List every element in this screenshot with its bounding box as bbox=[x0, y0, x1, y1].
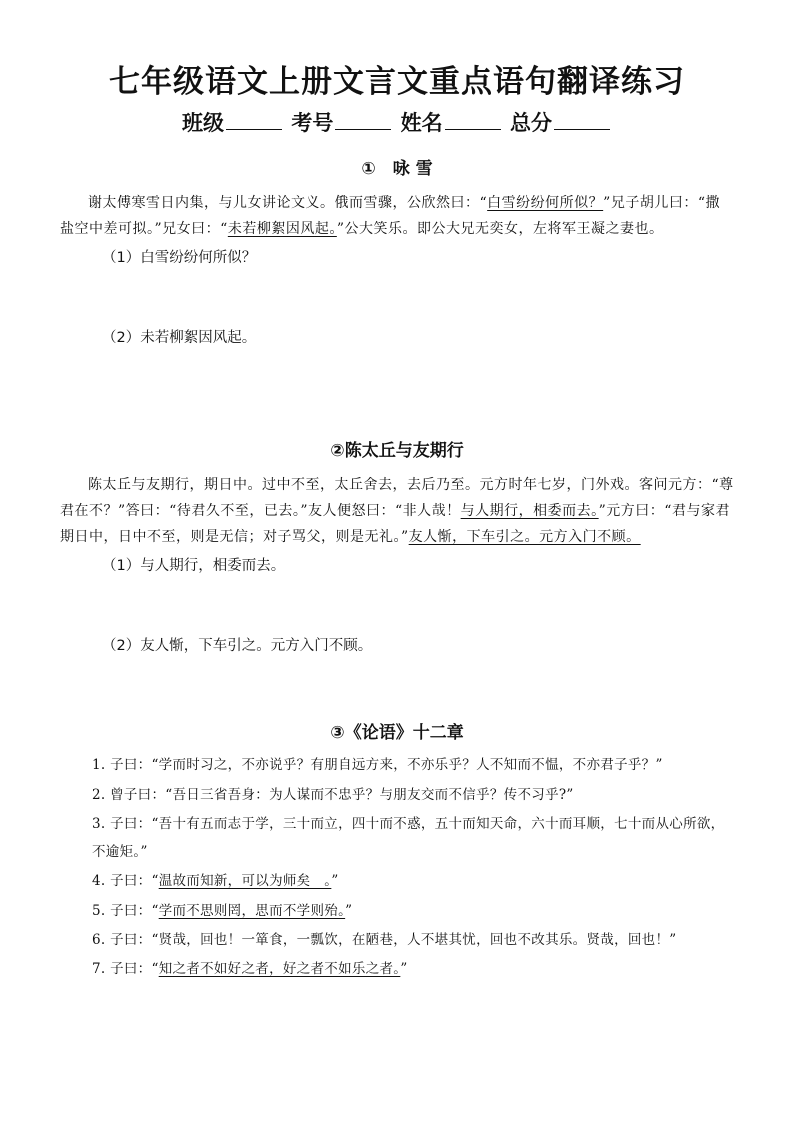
analects-item-7 bbox=[60, 954, 734, 984]
analects-item-2 bbox=[60, 780, 734, 810]
item-text: “贤哉，回也！一箪食，一瓢饮，在陋巷，人不堪其忧，回也不改其乐。贤哉，回也！” bbox=[151, 932, 677, 948]
item-prefix: 7. 子曰： bbox=[92, 961, 152, 977]
section-1-passage bbox=[60, 190, 734, 242]
section-2-question-2: （2）友人惭，下车引之。元方入门不顾。 bbox=[102, 638, 373, 654]
passage-text: ”元方曰：“君与家君期日中，日中不至，则是无信；对子骂父，则是无礼。” bbox=[60, 503, 730, 545]
underlined-sentence: 学而不思则罔，思而不学则殆。 bbox=[158, 903, 346, 919]
analects-item-6 bbox=[60, 926, 734, 954]
quote-mark: “ bbox=[151, 961, 159, 977]
item-prefix: 1. 子曰： bbox=[92, 757, 152, 773]
passage-text: 谢太傅寒雪日内集，与儿女讲论文义。俄而雪骤，公欣然曰：“ bbox=[88, 195, 488, 211]
section-3-heading: ③《论语》十二章 bbox=[330, 723, 464, 743]
item-text: “吾十有五而志于学，三十而立，四十而不惑，五十而知天命，六十而耳顺，七十而从心所欲，不逾矩。” bbox=[92, 816, 725, 860]
section-1-heading: ① 咏 雪 bbox=[361, 159, 433, 179]
underlined-sentence: 与人期行，相委而去。 bbox=[460, 503, 599, 519]
analects-item-1 bbox=[60, 750, 734, 780]
name-label: 姓名 bbox=[400, 111, 443, 135]
score-blank[interactable] bbox=[554, 109, 610, 130]
item-prefix: 4. 子曰： bbox=[92, 873, 152, 889]
analects-item-3 bbox=[60, 810, 734, 866]
quote-mark: ” bbox=[345, 903, 353, 919]
quote-mark: “ bbox=[151, 873, 159, 889]
answer-space[interactable] bbox=[60, 270, 734, 326]
underlined-sentence: 温故而知新，可以为师矣 。 bbox=[158, 873, 332, 889]
quote-mark: ” bbox=[400, 961, 408, 977]
page-title: 七年级语文上册文言文重点语句翻译练习 bbox=[109, 64, 685, 100]
section-1-question-2: （2）未若柳絮因风起。 bbox=[102, 330, 257, 346]
exam-no-blank[interactable] bbox=[335, 109, 391, 130]
item-text: “吾日三省吾身：为人谋而不忠乎？与朋友交而不信乎？传不习乎?” bbox=[165, 787, 574, 803]
item-prefix: 5. 子曰： bbox=[92, 903, 152, 919]
item-text: “学而时习之，不亦说乎？有朋自远方来，不亦乐乎？人不知而不愠，不亦君子乎？” bbox=[151, 757, 663, 773]
section-2-heading: ②陈太丘与友期行 bbox=[330, 441, 464, 461]
quote-mark: “ bbox=[151, 903, 159, 919]
underlined-sentence: 未若柳絮因风起。 bbox=[227, 221, 337, 237]
answer-space[interactable] bbox=[60, 350, 734, 438]
class-label: 班级 bbox=[182, 111, 225, 135]
answer-space[interactable] bbox=[60, 658, 734, 720]
item-prefix: 2. 曾子曰： bbox=[92, 787, 166, 803]
quote-mark: ” bbox=[331, 873, 339, 889]
answer-space[interactable] bbox=[60, 578, 734, 634]
underlined-sentence: 知之者不如好之者，好之者不如乐之者。 bbox=[158, 961, 401, 977]
student-info-line bbox=[60, 108, 734, 138]
passage-text: ”公大笑乐。即公大兄无奕女，左将军王凝之妻也。 bbox=[336, 221, 664, 237]
analects-item-4 bbox=[60, 866, 734, 896]
passage-text: 陈太丘与友期行，期日中。过中不至，太丘舍去，去后乃至。元方时年七岁，门外戏。客问元方：“尊君在不？”答曰：“待君久不至，已去。”友人便怒曰：“非人哉！ bbox=[60, 477, 734, 519]
section-1-question-1: （1）白雪纷纷何所似？ bbox=[102, 250, 257, 266]
analects-item-5 bbox=[60, 896, 734, 926]
item-prefix: 3. 子曰： bbox=[92, 816, 152, 832]
class-blank[interactable] bbox=[226, 109, 282, 130]
exam-no-label: 考号 bbox=[291, 111, 334, 135]
section-2-passage bbox=[60, 472, 734, 550]
underlined-sentence: 友人惭，下车引之。元方入门不顾。 bbox=[408, 529, 641, 545]
section-2-question-1: （1）与人期行，相委而去。 bbox=[102, 558, 286, 574]
passage-text: ”兄子胡儿曰：“撒盐空中差可拟。”兄女曰：“ bbox=[60, 195, 720, 237]
name-blank[interactable] bbox=[445, 109, 501, 130]
item-prefix: 6. 子曰： bbox=[92, 932, 152, 948]
underlined-sentence: 白雪纷纷何所似？ bbox=[487, 195, 604, 211]
score-label: 总分 bbox=[509, 111, 552, 135]
